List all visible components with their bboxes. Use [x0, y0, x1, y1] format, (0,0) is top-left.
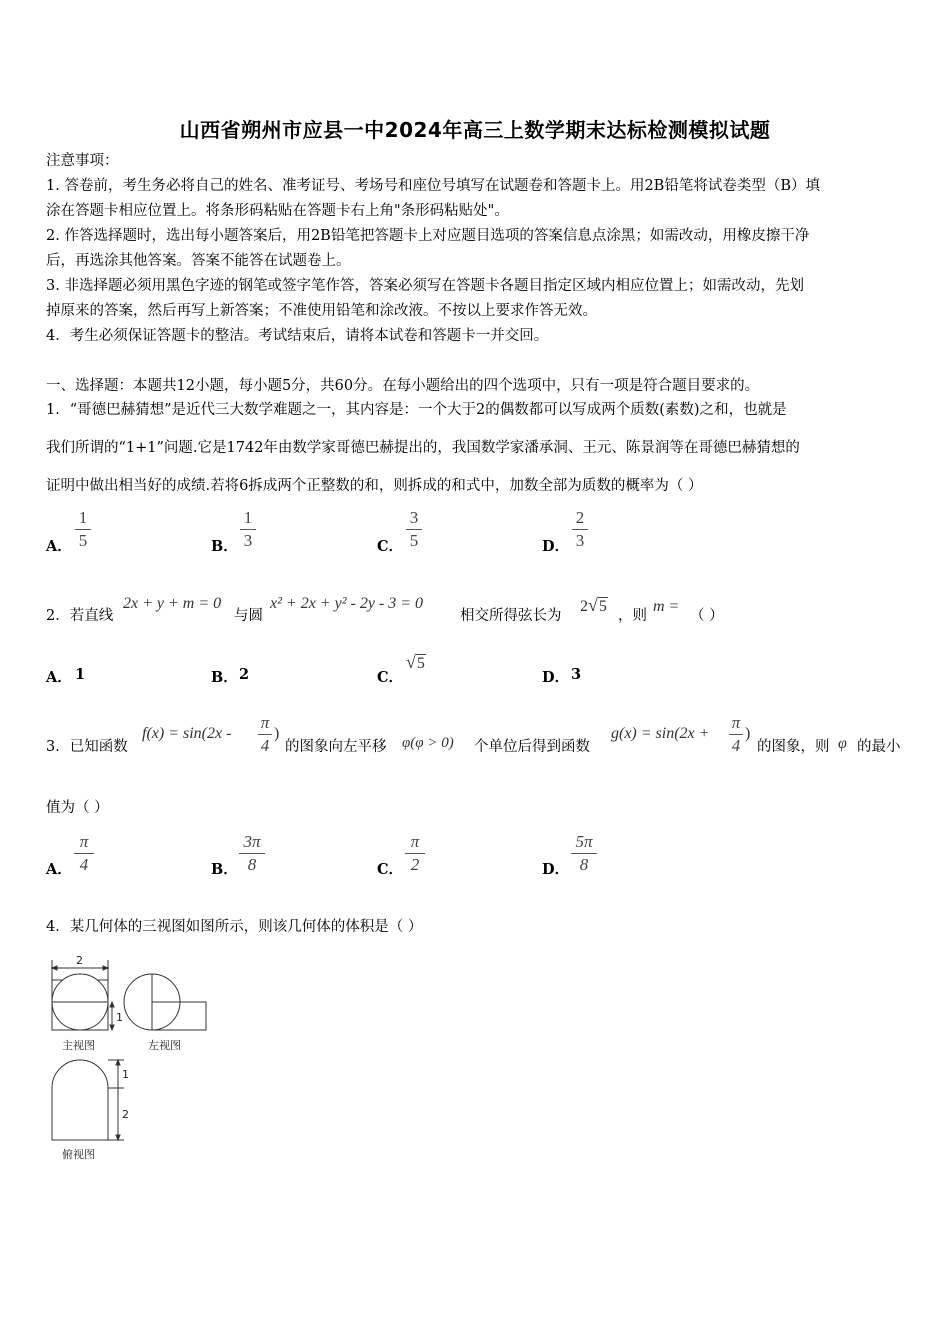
option-label: D．	[542, 669, 570, 686]
option-fraction: π 2	[405, 832, 425, 875]
front-view-label: 主视图	[62, 1039, 95, 1052]
q2-chord-length	[580, 595, 608, 616]
notice-heading: 注意事项：	[46, 153, 119, 169]
option-fraction: 5π 8	[571, 832, 597, 875]
option-fraction: 2 3	[572, 508, 588, 551]
q2-mid-1: 与圆	[234, 608, 263, 624]
option-value: √5	[406, 652, 425, 672]
arrow-left-icon	[52, 966, 57, 970]
option-fraction: 1 5	[75, 508, 91, 551]
q3-mid-2: 个单位后得到函数	[474, 739, 590, 755]
option-label: A．	[46, 861, 72, 878]
option-label: C．	[377, 861, 404, 878]
notice-item-1-line-2: 涂在答题卡相应位置上。将条形码粘贴在答题卡右上角"条形码粘贴处"。	[46, 203, 509, 219]
side-view-arc-left	[124, 974, 152, 1030]
option-label: C．	[377, 538, 404, 555]
sqrt-icon: √	[406, 652, 416, 672]
q1-line-1: 1．“哥德巴赫猜想”是近代三大数学难题之一，其内容是：一个大于2的偶数都可以写成两个质数(素数)之和，也就是	[46, 402, 787, 418]
q3-mid-4: 的最小	[857, 739, 901, 755]
q2-mid-2: 相交所得弦长为	[460, 608, 562, 624]
sqrt-icon: √	[588, 595, 598, 615]
q3-mid-1: 的图象向左平移	[285, 739, 387, 755]
three-view-figure	[40, 950, 220, 1165]
arrow-down-icon	[116, 1135, 120, 1140]
chord-radicand: 5	[598, 598, 607, 615]
q2-variable: m =	[653, 598, 680, 615]
option-label: C．	[377, 669, 404, 686]
page-title: 山西省朔州市应县一中2024年高三上数学期末达标检测模拟试题	[179, 118, 771, 142]
option-label: A．	[46, 538, 72, 555]
top-view-label: 俯视图	[62, 1148, 95, 1161]
q2-suffix: （ ）	[690, 608, 724, 624]
option-value: 2	[239, 666, 250, 683]
q3-f-fraction: π 4	[258, 713, 272, 756]
option-label: B．	[211, 669, 238, 686]
q3-prefix: 3．已知函数	[46, 739, 128, 755]
q3-g-left: g(x) = sin(2x +	[611, 725, 710, 742]
q1-line-3: 证明中做出相当好的成绩.若将6拆成两个正整数的和，则拆成的和式中，加数全部为质数的概率为（ ）	[46, 478, 703, 494]
notice-item-4: 4．考生必须保证答题卡的整洁。考试结束后，请将本试卷和答题卡一并交回。	[46, 328, 549, 344]
notice-item-1-line-1: 1. 答卷前，考生务必将自己的姓名、准考证号、考场号和座位号填写在试题卷和答题卡上。用2B铅笔将试卷类型（B）填	[46, 178, 820, 194]
q3-f-right: )	[274, 725, 280, 742]
option-value: 1	[75, 666, 86, 683]
option-label: B．	[211, 538, 238, 555]
option-label: D．	[542, 538, 570, 555]
q4-text: 4．某几何体的三视图如图所示，则该几何体的体积是（ ）	[46, 919, 423, 935]
section-heading: 一、选择题：本题共12小题，每小题5分，共60分。在每小题给出的四个选项中，只有一项是符合题目要求的。	[46, 378, 760, 394]
q3-phi-condition: φ(φ > 0)	[402, 735, 454, 751]
q2-line-equation: 2x + y + m = 0	[123, 595, 222, 612]
notice-item-2-line-1: 2. 作答选择题时，选出每小题答案后，用2B铅笔把答题卡上对应题目选项的答案信息点涂黑；如需改动，用橡皮擦干净	[46, 228, 810, 244]
option-fraction: π 4	[74, 832, 94, 875]
chord-coefficient: 2	[580, 598, 588, 615]
option-label: B．	[211, 861, 238, 878]
arrow-down-icon	[110, 1025, 114, 1030]
arrow-right-icon	[103, 966, 108, 970]
arrow-up-icon	[110, 1002, 114, 1007]
dim-width-label: 2	[76, 954, 83, 967]
option-label: D．	[542, 861, 570, 878]
side-view-rect	[152, 1002, 206, 1030]
q3-g-fraction: π 4	[729, 713, 743, 756]
q2-mid-3: ，则	[618, 608, 647, 624]
q1-line-2: 我们所谓的“1+1”问题.它是1742年由数学家哥德巴赫提出的，我国数学家潘承洞、王元、陈景润等在哥德巴赫猜想的	[46, 440, 800, 456]
dim-top-arc-label: 1	[122, 1068, 129, 1081]
option-value: 3	[571, 666, 582, 683]
q3-g-right: )	[745, 725, 751, 742]
top-view-shape	[52, 1060, 108, 1140]
dim-top-rect-label: 2	[122, 1108, 129, 1121]
dim-front-height-label: 1	[116, 1011, 123, 1024]
option-fraction: 3π 8	[239, 832, 265, 875]
q3-phi: φ	[838, 735, 847, 752]
side-view-label: 左视图	[148, 1039, 181, 1052]
arrow-up-icon	[116, 1060, 120, 1065]
option-label: A．	[46, 669, 72, 686]
option-fraction: 1 3	[240, 508, 256, 551]
q3-line-2: 值为（ ）	[46, 800, 109, 816]
notice-item-2-line-2: 后，再选涂其他答案。答案不能答在试题卷上。	[46, 253, 351, 269]
q2-prefix: 2．若直线	[46, 608, 114, 624]
q3-f-left: f(x) = sin(2x -	[142, 725, 232, 742]
q2-circle-equation: x² + 2x + y² - 2y - 3 = 0	[270, 595, 424, 612]
q3-mid-3: 的图象，则	[757, 739, 830, 755]
notice-item-3-line-2: 掉原来的答案，然后再写上新答案；不准使用铅笔和涂改液。不按以上要求作答无效。	[46, 303, 597, 319]
option-fraction: 3 5	[406, 508, 422, 551]
notice-item-3-line-1: 3. 非选择题必须用黑色字迹的钢笔或签字笔作答，答案必须写在答题卡各题目指定区域内相应位置上；如需改动，先划	[46, 278, 804, 294]
